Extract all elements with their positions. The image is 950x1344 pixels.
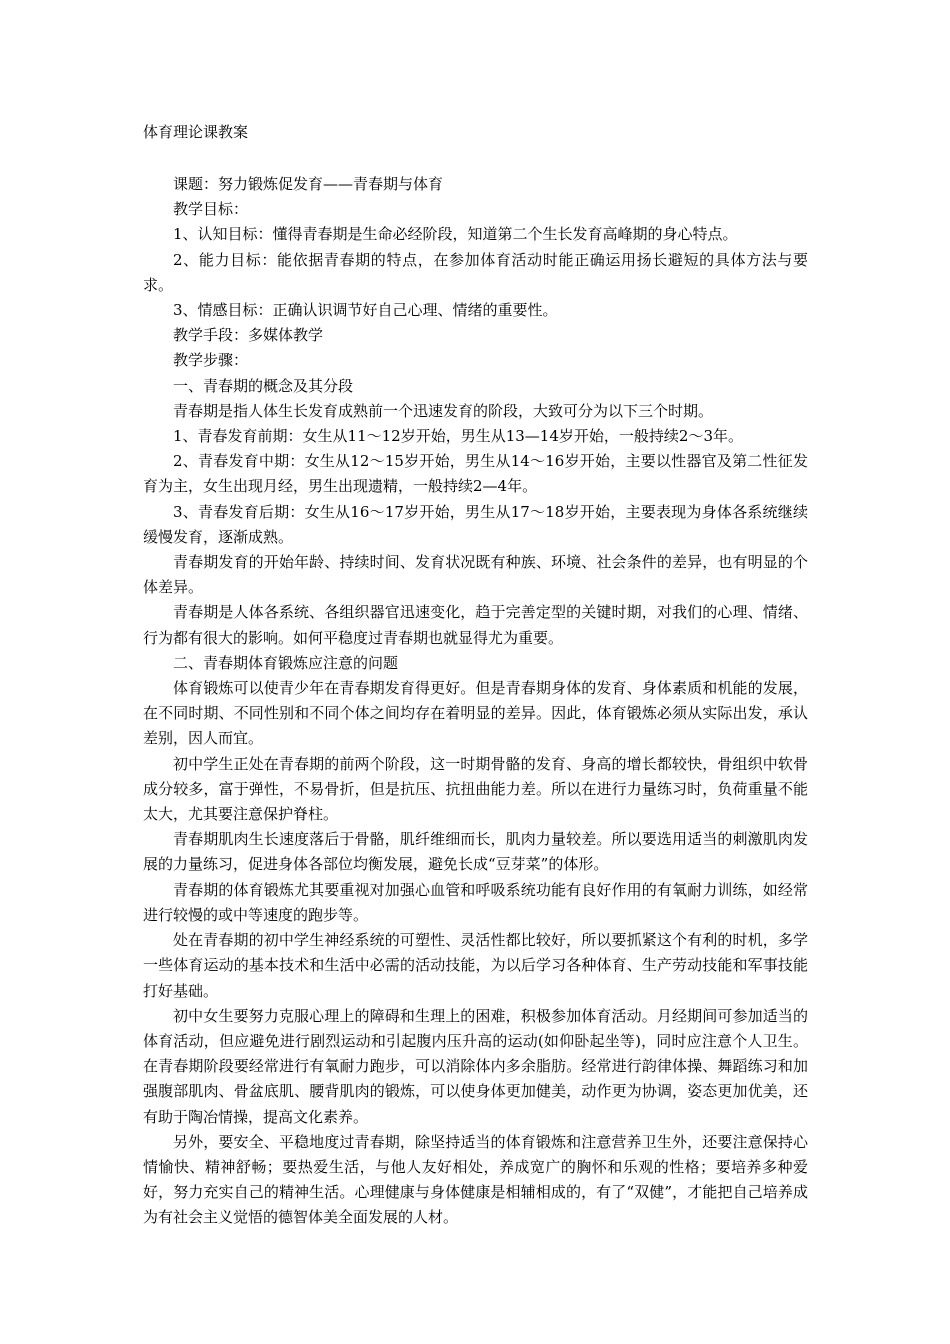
paragraph-objectives-heading: 教学目标： (173, 200, 249, 219)
section-heading-1: 一、青春期的概念及其分段 (173, 376, 354, 395)
paragraph: 初中学生正处在青春期的前两个阶段，这一时期骨骼的发育、身高的增长都较快，骨组织中软骨成分较多，富于弹性，不易骨折，但是抗压、抗扭曲能力差。所以在进行力量练习时，负荷重量不能太大，尤其要注意保护脊柱。 (143, 754, 808, 824)
paragraph: 1、青春发育前期：女生从11～12岁开始，男生从13—14岁开始，一般持续2～3年。 (173, 427, 743, 446)
paragraph-ability-objective: 2、能力目标：能依据青春期的特点，在参加体育活动时能正确运用扬长避短的具体方法与要求。 (143, 250, 808, 294)
paragraph: 另外，要安全、平稳地度过青春期，除坚持适当的体育锻炼和注意营养卫生外，还要注意保持心情愉快、精神舒畅；要热爱生活，与他人友好相处，养成宽广的胸怀和乐观的性格；要培养多种爱好，努力充实自己的精神生活。心理健康与身体健康是相辅相成的，有了“双健”，才能把自己培养成为有社会主义觉悟的德智体美全面发展的人材。 (143, 1132, 808, 1227)
document-body (143, 172, 808, 1231)
paragraph: 青春期肌肉生长速度落后于骨骼，肌纤维细而长，肌肉力量较差。所以要选用适当的刺激肌肉发展的力量练习，促进身体各部位均衡发展，避免长成“豆芽菜”的体形。 (143, 830, 808, 874)
document-title: 体育理论课教案 (143, 123, 249, 141)
paragraph: 青春期是指人体生长发育成熟前一个迅速发育的阶段，大致可分为以下三个时期。 (173, 401, 714, 420)
paragraph: 3、青春发育后期：女生从16～17岁开始，男生从17～18岁开始，主要表现为身体各系统继续缓慢发育，逐渐成熟。 (143, 502, 808, 546)
paragraph: 青春期是人体各系统、各组织器官迅速变化，趋于完善定型的关键时期，对我们的心理、情绪、行为都有很大的影响。如何平稳度过青春期也就显得尤为重要。 (143, 603, 808, 647)
paragraph-cognitive-objective: 1、认知目标：懂得青春期是生命必经阶段，知道第二个生长发育高峰期的身心特点。 (173, 225, 738, 244)
paragraph: 体育锻炼可以使青少年在青春期发育得更好。但是青春期身体的发育、身体素质和机能的发展，在不同时期、不同性别和不同个体之间均存在着明显的差异。因此，体育锻炼必须从实际出发，承认差别，因人而宜。 (143, 679, 808, 748)
paragraph-emotional-objective: 3、情感目标：正确认识调节好自己心理、情绪的重要性。 (173, 301, 558, 320)
paragraph: 处在青春期的初中学生神经系统的可塑性、灵活性都比较好，所以要抓紧这个有利的时机，多学一些体育运动的基本技术和生活中必需的活动技能，为以后学习各种体育、生产劳动技能和军事技能打好基础。 (143, 931, 808, 1000)
section-heading-2: 二、青春期体育锻炼应注意的问题 (173, 653, 399, 672)
paragraph: 青春期的体育锻炼尤其要重视对加强心血管和呼吸系统功能有良好作用的有氧耐力训练，如经常进行较慢的或中等速度的跑步等。 (143, 880, 808, 924)
paragraph-topic: 课题：努力锻炼促发育——青春期与体育 (173, 175, 444, 193)
paragraph: 2、青春发育中期：女生从12～15岁开始，男生从14～16岁开始，主要以性器官及第二性征发育为主，女生出现月经，男生出现遗精，一般持续2—4年。 (143, 452, 808, 496)
paragraph: 初中女生要努力克服心理上的障碍和生理上的困难，积极参加体育活动。月经期间可参加适当的体育活动，但应避免进行剧烈运动和引起腹内压升高的运动(如仰卧起坐等)，同时应注意个人卫生。在青春期阶段要经常进行有氧耐力跑步，可以消除体内多余脂肪。经常进行韵律体操、舞蹈练习和加强腹部肌肉、骨盆底肌、腰背肌肉的锻炼，可以使身体更加健美，动作更为协调，姿态更加优美，还有助于陶冶情操，提高文化素养。 (143, 1006, 808, 1126)
paragraph-teaching-means: 教学手段：多媒体教学 (173, 326, 324, 345)
paragraph: 青春期发育的开始年龄、持续时间、发育状况既有种族、环境、社会条件的差异，也有明显的个体差异。 (143, 553, 808, 597)
paragraph-teaching-steps: 教学步骤： (173, 351, 249, 370)
